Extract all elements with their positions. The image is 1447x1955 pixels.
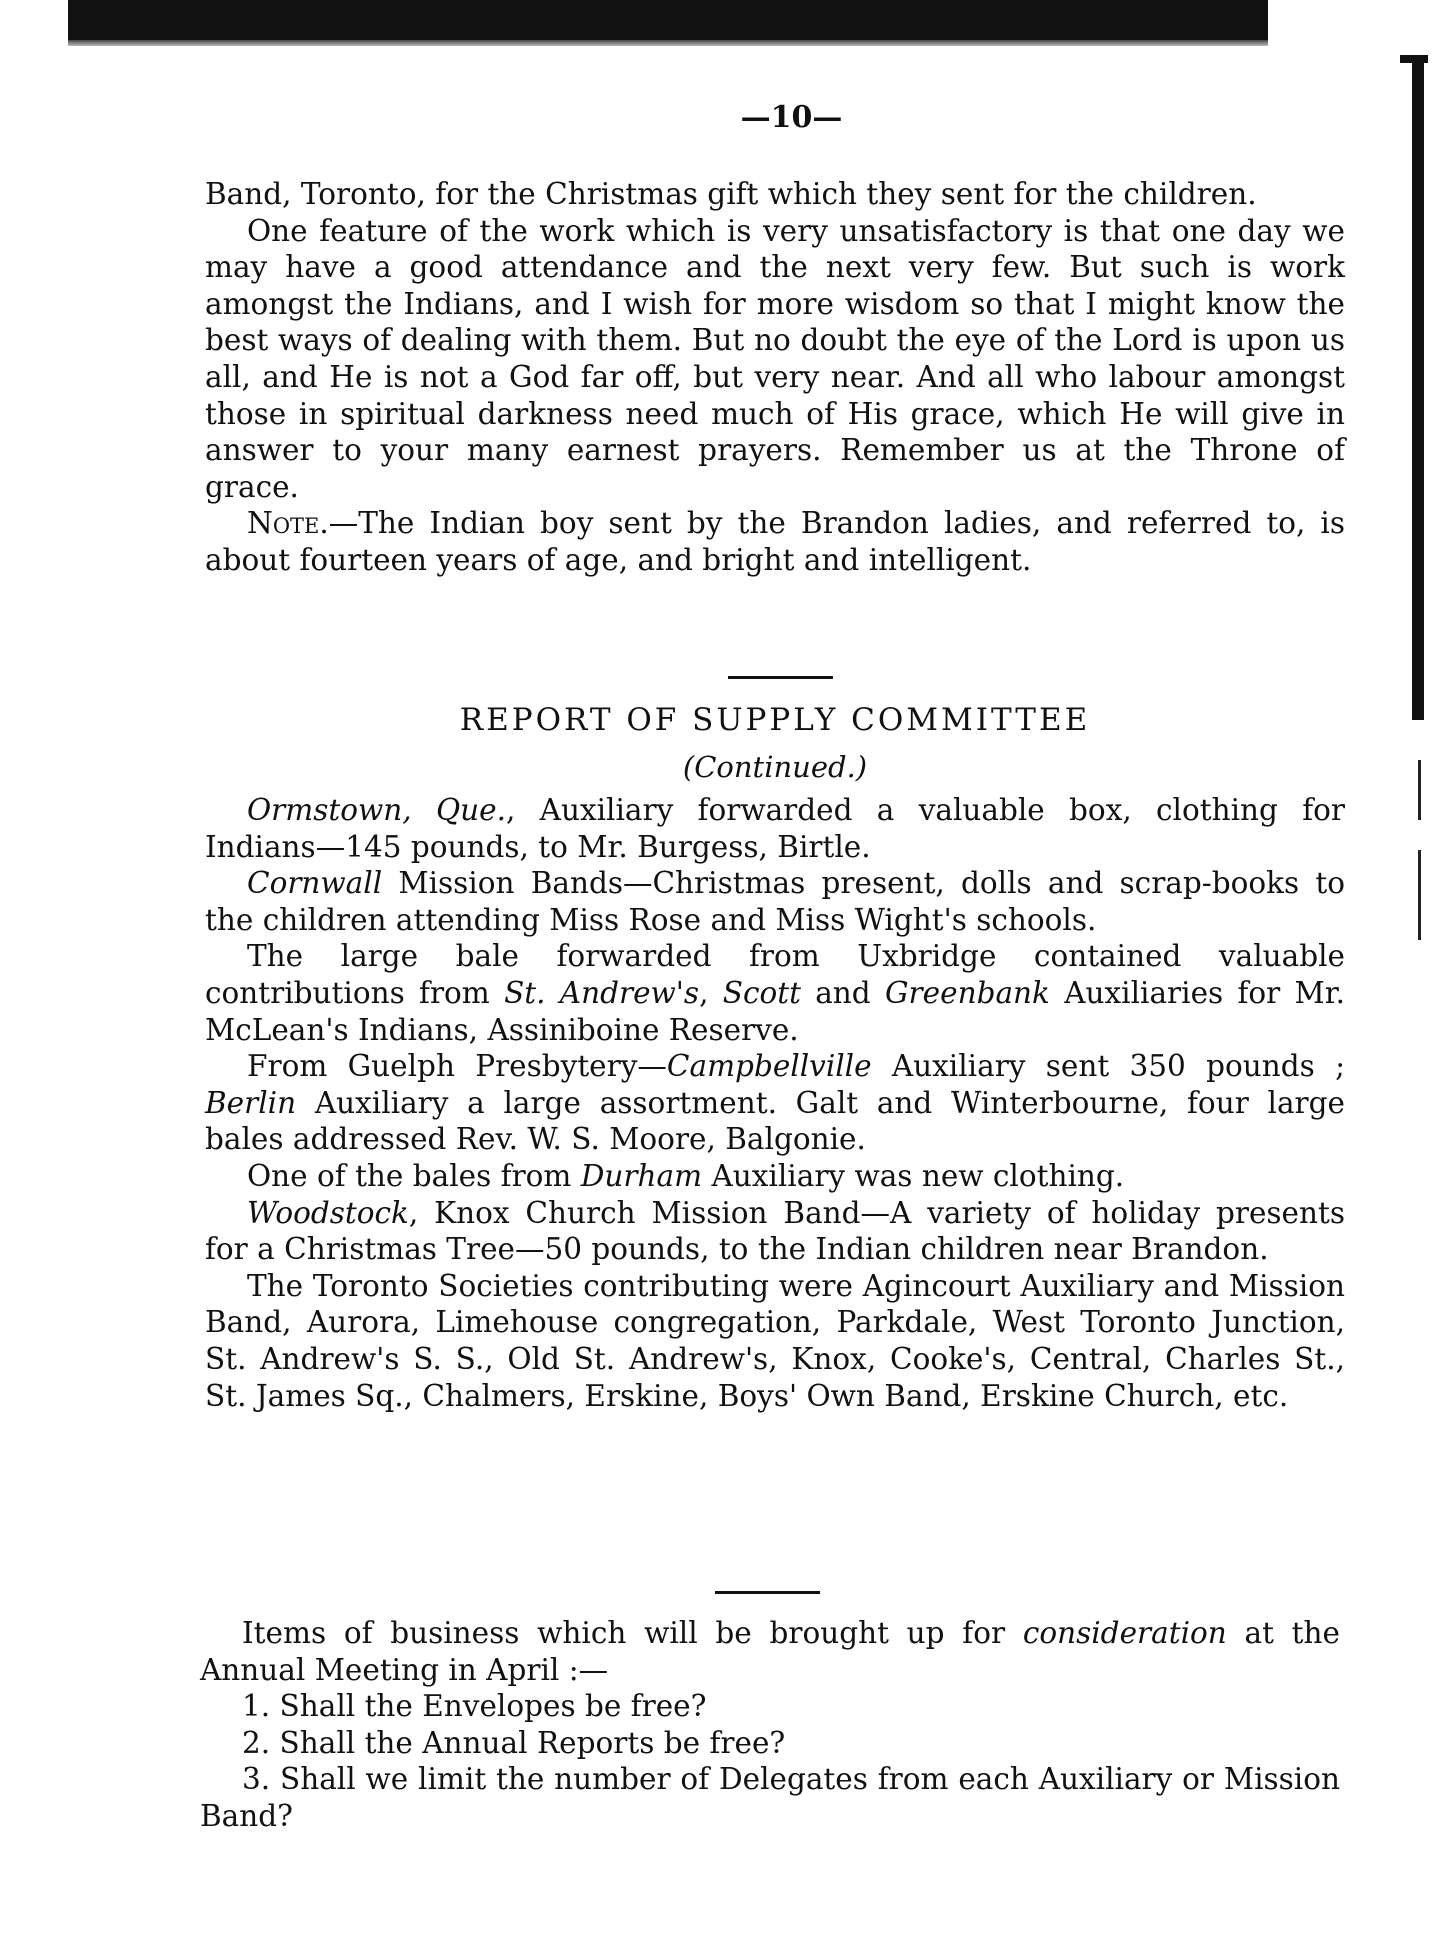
section-heading: REPORT OF SUPPLY COMMITTEE [459,702,1091,738]
business-item-2: 2. Shall the Annual Reports be free? [242,1725,786,1760]
note-text: —The Indian boy sent by the Brandon ladies, and referred to, is about fourteen years of age, and bright and intelligent. [205,506,1345,577]
intro-paragraph-2: One feature of the work which is very unsatisfactory is that one day we may have a good attendance and the next very few. But such is work amongst the Indians, and I wish for more wisdom so that I might know the best ways of dealing with them. But no doubt the eye of the Lord is upon us all, and He is not a God far off, but very near. And all who labour amongst those in spiritual darkness need much of His grace, which He will give in answer to your many earnest prayers. Remember us at the Throne of grace. [205,213,1345,504]
guelph-paragraph: From Guelph Presbytery—Campbellville Auxiliary sent 350 pounds ; Berlin Auxiliary a large assortment. Galt and Winterbourne, four large bales addressed Rev. W. S. Moore, Balgonie. [205,1049,1346,1157]
business-intro: Items of business which will be brought up for consideration at the Annual Meeting in April :— [200,1616,1340,1687]
toronto-paragraph: The Toronto Societies contributing were Agincourt Auxiliary and Mission Band, Aurora, Limehouse congregation, Parkdale, West Toronto Junction, St. Andrew's S. S., Old St. Andrew's, Knox, Cooke's, Central, Charles St., St. James Sq., Chalmers, Erskine, Boys' Own Band, Erskine Church, etc. [205,1268,1345,1413]
top-border-rule [68,0,1268,40]
page-number: —10— [740,100,843,135]
side-mark [1418,850,1421,940]
section-divider [715,1591,820,1594]
cornwall-place: Cornwall [247,866,383,901]
uxbridge-paragraph: The large bale forwarded from Uxbridge contained valuable contributions from St. Andrew's, Scott and Greenbank Auxiliaries for Mr. McLean's Indians, Assiniboine Reserve. [205,939,1345,1047]
intro-section [205,176,1345,579]
ormstown-paragraph: Ormstown, Que., Auxiliary forwarded a valuable box, clothing for Indians—145 pounds, to Mr. Burgess, Birtle. [205,793,1345,864]
cornwall-paragraph: Cornwall Mission Bands—Christmas present, dolls and scrap-books to the children attending Miss Rose and Miss Wight's schools. [205,866,1345,937]
supply-section [205,792,1345,1414]
continued-label: (Continued.) [682,750,868,784]
business-item-3: 3. Shall we limit the number of Delegates from each Auxiliary or Mission Band? [200,1762,1340,1833]
business-item-1: 1. Shall the Envelopes be free? [242,1689,707,1724]
ormstown-place: Ormstown, Que. [247,793,506,827]
note-paragraph [205,505,1345,578]
side-mark [1418,760,1421,820]
business-section [200,1615,1340,1835]
note-label: Note. [247,506,329,541]
woodstock-place: Woodstock [247,1195,409,1230]
woodstock-paragraph: Woodstock, Knox Church Mission Band—A variety of holiday presents for a Christmas Tree—50 pounds, to the Indian children near Brandon. [205,1195,1345,1267]
section-divider [728,676,833,679]
right-side-rule [1412,60,1424,720]
top-border-edge [68,40,1268,46]
durham-paragraph: One of the bales from Durham Auxiliary was new clothing. [247,1158,1125,1193]
intro-paragraph-1: Band, Toronto, for the Christmas gift which they sent for the children. [205,177,1257,211]
